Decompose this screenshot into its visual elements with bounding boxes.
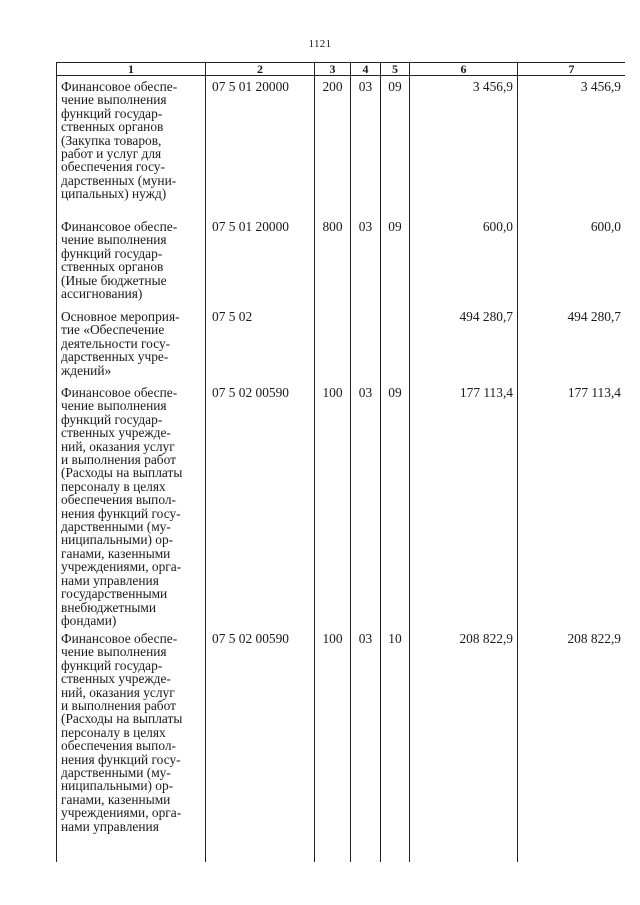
row-expense-type: 200: [315, 76, 351, 217]
column-header: 1: [57, 63, 206, 76]
description-line: ганами, казенными: [61, 791, 171, 807]
description-line: функций государ-: [61, 411, 163, 427]
row-amount-col7: 3 456,9: [518, 76, 626, 217]
description-line: обеспечения выпол-: [61, 738, 176, 754]
column-header: 7: [518, 63, 626, 76]
column-header: 2: [206, 63, 315, 76]
row-code: 07 5 02: [206, 306, 315, 382]
row-amount-col6: 177 113,4: [410, 382, 518, 628]
description-line: и выполнения работ: [61, 698, 176, 714]
row-code: 07 5 01 20000: [206, 216, 315, 306]
description-line: Основное мероприя-: [61, 309, 180, 324]
row-code: 07 5 02 00590: [206, 628, 315, 862]
description-line: и выполнения работ: [61, 452, 176, 468]
row-description: [57, 76, 206, 217]
row-description: [57, 382, 206, 628]
budget-table: [56, 62, 625, 862]
description-line: ний, оказания услуг: [61, 438, 175, 454]
row-expense-type: [315, 306, 351, 382]
row-subsection: 10: [381, 628, 410, 862]
row-amount-col7: 177 113,4: [518, 382, 626, 628]
description-line: чение выполнения: [61, 92, 167, 108]
description-line: ственных учрежде-: [61, 425, 171, 441]
description-line: Финансовое обеспе-: [61, 385, 178, 400]
description-line: внебюджетными: [61, 599, 157, 615]
row-subsection: 09: [381, 76, 410, 217]
description-line: персоналу в целях: [61, 478, 166, 494]
description-line: дарственными (му-: [61, 765, 171, 781]
description-line: ципальных) нужд): [61, 186, 167, 202]
description-line: дарственными (му-: [61, 519, 171, 535]
description-line: ственных органов: [61, 119, 164, 135]
description-line: работ и услуг для: [61, 146, 162, 162]
description-line: ассигнования): [61, 286, 143, 302]
description-line: чение выполнения: [61, 232, 167, 248]
row-amount-col7: 494 280,7: [518, 306, 626, 382]
description-line: ниципальными) ор-: [61, 778, 174, 794]
description-line: обеспечения госу-: [61, 159, 165, 175]
table-row: [57, 306, 626, 382]
description-line: учреждениями, орга-: [61, 559, 182, 575]
row-amount-col6: 494 280,7: [410, 306, 518, 382]
description-line: ственных органов: [61, 259, 164, 275]
description-line: деятельности госу-: [61, 335, 171, 351]
row-expense-type: 100: [315, 382, 351, 628]
description-line: фондами): [61, 612, 117, 628]
description-line: дарственных (муни-: [61, 172, 177, 188]
row-amount-col7: 600,0: [518, 216, 626, 306]
description-line: Финансовое обеспе-: [61, 79, 178, 94]
description-line: функций государ-: [61, 105, 163, 121]
row-subsection: 09: [381, 382, 410, 628]
description-line: дарственных учре-: [61, 349, 169, 365]
row-amount-col6: 3 456,9: [410, 76, 518, 217]
description-line: функций государ-: [61, 245, 163, 261]
description-line: чение выполнения: [61, 398, 167, 414]
row-section: 03: [351, 382, 381, 628]
description-line: (Расходы на выплаты: [61, 711, 183, 727]
budget-table-container: [56, 62, 625, 862]
table-header-row: [57, 63, 626, 76]
page-number: 1121: [308, 38, 332, 50]
row-amount-col6: 208 822,9: [410, 628, 518, 862]
row-amount-col6: 600,0: [410, 216, 518, 306]
row-code: 07 5 01 20000: [206, 76, 315, 217]
description-line: ниципальными) ор-: [61, 532, 174, 548]
row-section: 03: [351, 628, 381, 862]
table-row: [57, 76, 626, 217]
row-subsection: [381, 306, 410, 382]
row-description: [57, 628, 206, 862]
row-code: 07 5 02 00590: [206, 382, 315, 628]
description-line: государственными: [61, 586, 168, 602]
row-expense-type: 800: [315, 216, 351, 306]
description-line: функций государ-: [61, 657, 163, 673]
description-line: нами управления: [61, 818, 159, 834]
row-description: [57, 216, 206, 306]
description-line: Финансовое обеспе-: [61, 219, 178, 234]
column-header: 5: [381, 63, 410, 76]
description-line: (Расходы на выплаты: [61, 465, 183, 481]
description-line: тие «Обеспечение: [61, 322, 165, 338]
row-description: [57, 306, 206, 382]
row-section: 03: [351, 76, 381, 217]
description-line: обеспечения выпол-: [61, 492, 176, 508]
description-line: нами управления: [61, 572, 159, 588]
description-line: (Иные бюджетные: [61, 272, 167, 288]
table-row: [57, 382, 626, 628]
description-line: ганами, казенными: [61, 545, 171, 561]
description-line: чение выполнения: [61, 644, 167, 660]
description-line: ждений»: [61, 362, 112, 378]
description-line: Финансовое обеспе-: [61, 631, 178, 646]
row-subsection: 09: [381, 216, 410, 306]
column-header: 6: [410, 63, 518, 76]
column-header: 4: [351, 63, 381, 76]
table-row: [57, 216, 626, 306]
description-line: персоналу в целях: [61, 724, 166, 740]
description-line: нения функций госу-: [61, 505, 181, 521]
row-amount-col7: 208 822,9: [518, 628, 626, 862]
row-section: [351, 306, 381, 382]
description-line: нения функций госу-: [61, 751, 181, 767]
table-row: [57, 628, 626, 862]
description-line: ний, оказания услуг: [61, 684, 175, 700]
row-expense-type: 100: [315, 628, 351, 862]
description-line: ственных учрежде-: [61, 671, 171, 687]
description-line: (Закупка товаров,: [61, 132, 162, 148]
row-section: 03: [351, 216, 381, 306]
column-header: 3: [315, 63, 351, 76]
description-line: учреждениями, орга-: [61, 805, 182, 821]
